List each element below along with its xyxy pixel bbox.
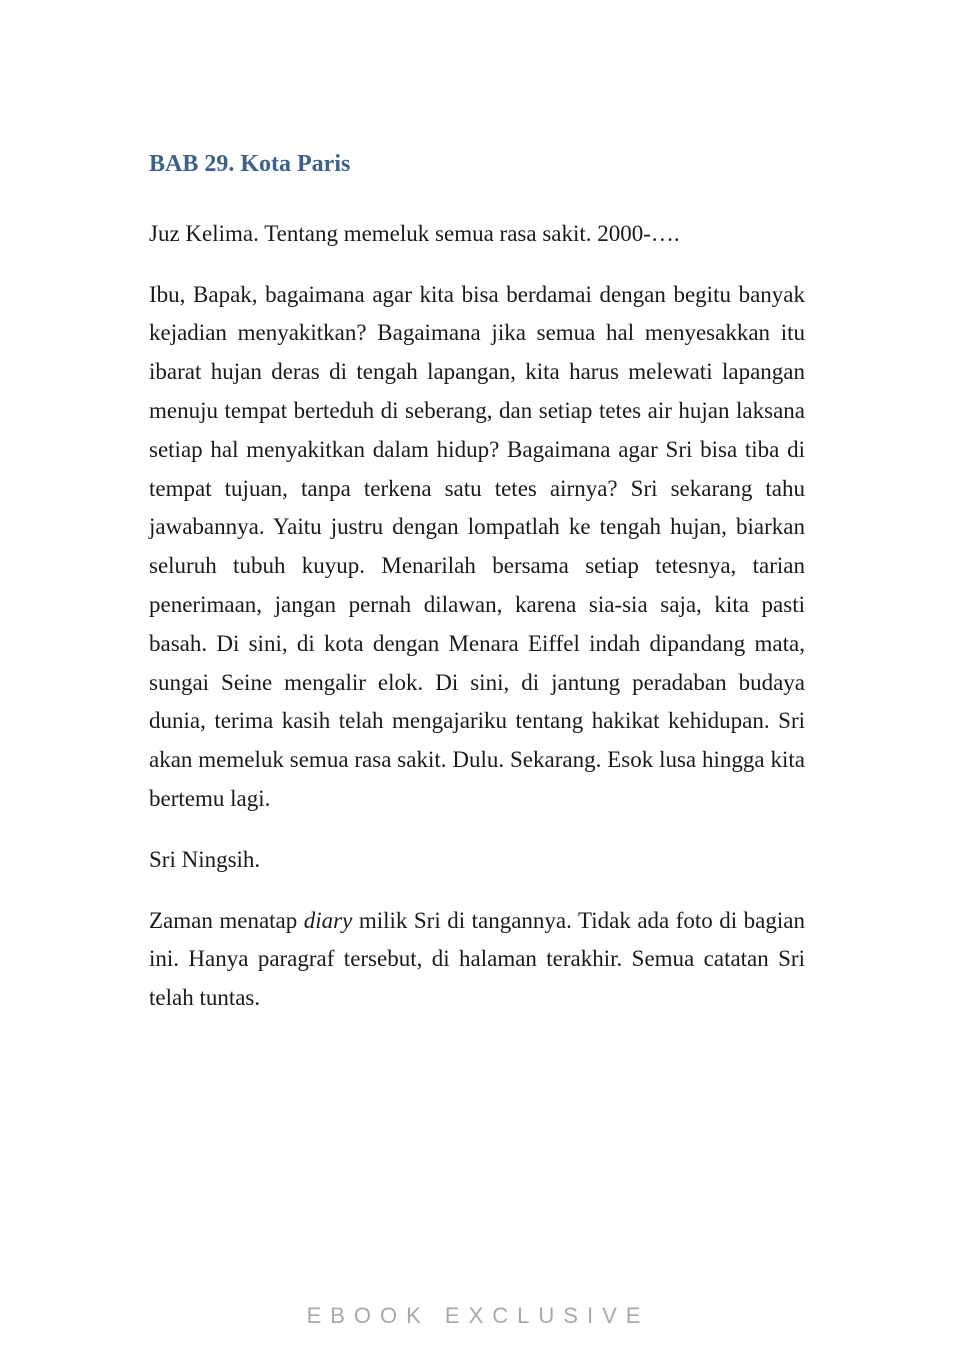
page-content <box>149 150 805 1040</box>
footer-watermark: EBOOK EXCLUSIVE <box>306 1303 650 1328</box>
closing-italic-word: diary <box>303 907 353 933</box>
signature: Sri Ningsih. <box>149 846 261 872</box>
closing-text-end: milik Sri di tangannya. Tidak ada foto di bagian ini. Hanya paragraf tersebut, di halaman terakhir. Semua catatan Sri telah tuntas. <box>149 907 805 1011</box>
letter-paragraph: Ibu, Bapak, bagaimana agar kita bisa berdamai dengan begitu banyak kejadian menyakitkan? Bagaimana jika semua hal menyesakkan itu ibarat hujan deras di tengah lapangan, kita harus melewati lapangan menuju tempat berteduh di seberang, dan setiap tetes air hujan laksana setiap hal menyakitkan dalam hidup? Bagaimana agar Sri bisa tiba di tempat tujuan, tanpa terkena satu tetes airnya? Sri sekarang tahu jawabannya. Yaitu justru dengan lompatlah ke tengah hujan, biarkan seluruh tubuh kuyup. Menarilah bersama setiap tetesnya, tarian penerimaan, jangan pernah dilawan, karena sia-sia saja, kita pasti basah. Di sini, di kota dengan Menara Eiffel indah dipandang mata, sungai Seine mengalir elok. Di sini, di jantung peradaban budaya dunia, terima kasih telah mengajariku tentang hakikat kehidupan. Sri akan memeluk semua rasa sakit. Dulu. Sekarang. Esok lusa hingga kita bertemu lagi. <box>149 281 805 811</box>
chapter-title: BAB 29. Kota Paris <box>149 151 351 177</box>
closing-text-start: Zaman menatap <box>149 907 304 933</box>
closing-paragraph <box>149 902 805 1018</box>
chapter-subtitle: Juz Kelima. Tentang memeluk semua rasa sakit. 2000-…. <box>149 220 680 246</box>
